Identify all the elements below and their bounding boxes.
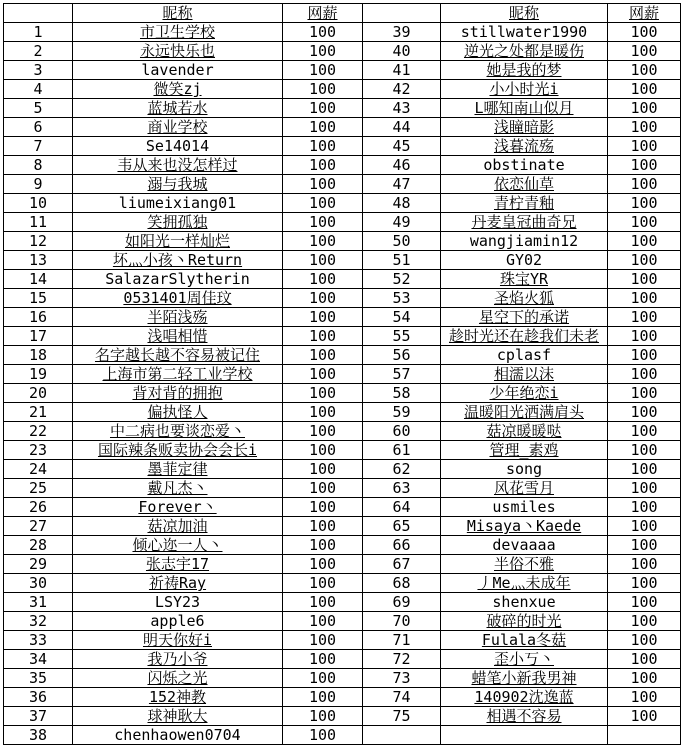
table-row: [4, 118, 681, 137]
row-number-cell: 71: [363, 631, 441, 650]
row-number-cell: 65: [363, 517, 441, 536]
nickname-cell: 小小时光i: [441, 80, 608, 99]
salary-cell: 100: [608, 574, 681, 593]
nickname-cell: 倾心迩一人丶: [73, 536, 283, 555]
nickname-cell: 微笑zj: [73, 80, 283, 99]
salary-cell: 100: [283, 232, 363, 251]
salary-cell: 100: [283, 346, 363, 365]
payroll-sheet: [3, 3, 681, 745]
salary-cell: 100: [283, 99, 363, 118]
salary-cell: 100: [283, 23, 363, 42]
row-number-cell: 67: [363, 555, 441, 574]
row-number-cell: 37: [4, 707, 73, 726]
salary-cell: 100: [608, 650, 681, 669]
table-row: [4, 441, 681, 460]
row-number-cell: 3: [4, 61, 73, 80]
nickname-cell: song: [441, 460, 608, 479]
table-row: [4, 479, 681, 498]
salary-cell: 100: [283, 441, 363, 460]
salary-cell: 100: [608, 194, 681, 213]
row-number-cell: 60: [363, 422, 441, 441]
row-number-cell: 61: [363, 441, 441, 460]
salary-cell: 100: [283, 137, 363, 156]
row-number-cell: 69: [363, 593, 441, 612]
table-row: [4, 365, 681, 384]
salary-cell: 100: [608, 441, 681, 460]
table-row: [4, 422, 681, 441]
row-number-cell: 13: [4, 251, 73, 270]
nickname-cell: 风花雪月: [441, 479, 608, 498]
salary-cell: 100: [283, 555, 363, 574]
table-row: [4, 555, 681, 574]
row-number-cell: 63: [363, 479, 441, 498]
salary-header-left: 网薪: [283, 4, 363, 23]
table-row: [4, 688, 681, 707]
row-number-cell: 11: [4, 213, 73, 232]
nickname-cell: obstinate: [441, 156, 608, 175]
salary-cell: 100: [608, 688, 681, 707]
salary-cell: 100: [283, 384, 363, 403]
table-row: [4, 80, 681, 99]
nickname-cell: 丿Me灬未成年: [441, 574, 608, 593]
row-number-cell: 6: [4, 118, 73, 137]
nickname-cell: 152神教: [73, 688, 283, 707]
nickname-cell: liumeixiang01: [73, 194, 283, 213]
nickname-cell: GY02: [441, 251, 608, 270]
nickname-cell: 背对背的拥抱: [73, 384, 283, 403]
table-row: [4, 99, 681, 118]
nickname-cell: LSY23: [73, 593, 283, 612]
row-number-cell: 31: [4, 593, 73, 612]
salary-cell: 100: [283, 365, 363, 384]
nickname-cell: 球神耿大: [73, 707, 283, 726]
row-number-cell: 19: [4, 365, 73, 384]
row-number-cell: 70: [363, 612, 441, 631]
row-number-cell: 38: [4, 726, 73, 745]
salary-cell: 100: [283, 650, 363, 669]
table-row: [4, 593, 681, 612]
nickname-cell: 溺与我城: [73, 175, 283, 194]
nickname-cell: 蓝城若水: [73, 99, 283, 118]
salary-cell: 100: [283, 612, 363, 631]
nickname-cell: 0531401周佳玟: [73, 289, 283, 308]
table-row: [4, 612, 681, 631]
row-number-cell: 29: [4, 555, 73, 574]
nickname-cell: stillwater1990: [441, 23, 608, 42]
nickname-cell: 笑拥孤独: [73, 213, 283, 232]
nickname-cell: 名字越长越不容易被记住: [73, 346, 283, 365]
row-number-cell: 43: [363, 99, 441, 118]
row-number-cell: 62: [363, 460, 441, 479]
nickname-header-left: 昵称: [73, 4, 283, 23]
row-number-cell: 59: [363, 403, 441, 422]
salary-cell: 100: [608, 99, 681, 118]
nickname-cell: 逆光之处都是暖伤: [441, 42, 608, 61]
salary-cell: 100: [608, 612, 681, 631]
salary-cell: 100: [608, 23, 681, 42]
nickname-cell: 趁时光还在趁我们未老: [441, 327, 608, 346]
table-row: [4, 327, 681, 346]
table-row: [4, 194, 681, 213]
salary-cell: 100: [608, 403, 681, 422]
row-number-cell: 20: [4, 384, 73, 403]
header-row: [4, 4, 681, 23]
row-number-cell: 41: [363, 61, 441, 80]
salary-header-right: 网薪: [608, 4, 681, 23]
table-row: [4, 156, 681, 175]
row-number-cell: 15: [4, 289, 73, 308]
row-number-cell: 22: [4, 422, 73, 441]
nickname-cell: devaaaa: [441, 536, 608, 555]
row-number-cell: 33: [4, 631, 73, 650]
row-number-cell: 10: [4, 194, 73, 213]
salary-cell: 100: [608, 498, 681, 517]
nickname-cell: lavender: [73, 61, 283, 80]
nickname-cell: 圣焰火狐: [441, 289, 608, 308]
nickname-cell: [441, 726, 608, 745]
salary-cell: 100: [608, 213, 681, 232]
table-row: [4, 536, 681, 555]
nickname-cell: 温暖阳光洒满肩头: [441, 403, 608, 422]
nickname-cell: 偏执怪人: [73, 403, 283, 422]
row-number-cell: 1: [4, 23, 73, 42]
row-number-cell: 52: [363, 270, 441, 289]
nickname-cell: 上海市第二轻工业学校: [73, 365, 283, 384]
table-row: [4, 669, 681, 688]
table-row: [4, 498, 681, 517]
table-row: [4, 517, 681, 536]
row-number-cell: 55: [363, 327, 441, 346]
nickname-cell: 菇凉加油: [73, 517, 283, 536]
payroll-table: [3, 3, 681, 745]
table-row: [4, 23, 681, 42]
salary-cell: 100: [283, 289, 363, 308]
nickname-cell: 国际辣条贩卖协会会长i: [73, 441, 283, 460]
nickname-cell: 依恋仙草: [441, 175, 608, 194]
salary-cell: 100: [608, 669, 681, 688]
nickname-cell: 相遇不容易: [441, 707, 608, 726]
nickname-cell: 墨菲定律: [73, 460, 283, 479]
salary-cell: 100: [283, 631, 363, 650]
nickname-cell: L哪知南山似月: [441, 99, 608, 118]
row-number-cell: 46: [363, 156, 441, 175]
table-row: [4, 631, 681, 650]
table-row: [4, 707, 681, 726]
table-row: [4, 42, 681, 61]
salary-cell: 100: [283, 251, 363, 270]
nickname-cell: 相濡以沫: [441, 365, 608, 384]
row-number-cell: 75: [363, 707, 441, 726]
salary-cell: 100: [283, 574, 363, 593]
row-number-cell: 21: [4, 403, 73, 422]
salary-cell: 100: [608, 289, 681, 308]
salary-cell: 100: [608, 80, 681, 99]
salary-cell: 100: [608, 42, 681, 61]
row-number-cell: 18: [4, 346, 73, 365]
salary-cell: 100: [608, 555, 681, 574]
nickname-header-right: 昵称: [441, 4, 608, 23]
row-number-cell: 56: [363, 346, 441, 365]
index-header-right: [363, 4, 441, 23]
salary-cell: 100: [283, 327, 363, 346]
salary-cell: 100: [283, 726, 363, 745]
nickname-cell: Fulala冬菇: [441, 631, 608, 650]
salary-cell: 100: [283, 42, 363, 61]
nickname-cell: 张志宇17: [73, 555, 283, 574]
nickname-cell: 管理_素鸡: [441, 441, 608, 460]
row-number-cell: 32: [4, 612, 73, 631]
row-number-cell: 14: [4, 270, 73, 289]
salary-cell: 100: [283, 194, 363, 213]
salary-cell: 100: [608, 270, 681, 289]
nickname-cell: Se14014: [73, 137, 283, 156]
row-number-cell: 44: [363, 118, 441, 137]
nickname-cell: 坏灬小孩丶Return: [73, 251, 283, 270]
salary-cell: 100: [283, 422, 363, 441]
row-number-cell: 73: [363, 669, 441, 688]
nickname-cell: 戴凡杰丶: [73, 479, 283, 498]
salary-cell: 100: [608, 593, 681, 612]
salary-cell: 100: [283, 593, 363, 612]
nickname-cell: 浅暮流殇: [441, 137, 608, 156]
row-number-cell: 30: [4, 574, 73, 593]
salary-cell: 100: [283, 213, 363, 232]
nickname-cell: 她是我的梦: [441, 61, 608, 80]
salary-cell: 100: [283, 118, 363, 137]
row-number-cell: 40: [363, 42, 441, 61]
nickname-cell: apple6: [73, 612, 283, 631]
nickname-cell: SalazarSlytherin: [73, 270, 283, 289]
row-number-cell: 53: [363, 289, 441, 308]
salary-cell: 100: [608, 422, 681, 441]
nickname-cell: shenxue: [441, 593, 608, 612]
nickname-cell: 半俗不雅: [441, 555, 608, 574]
nickname-cell: 半陌浅殇: [73, 308, 283, 327]
salary-cell: 100: [283, 270, 363, 289]
nickname-cell: 永远快乐也: [73, 42, 283, 61]
salary-cell: 100: [283, 80, 363, 99]
row-number-cell: 48: [363, 194, 441, 213]
table-row: [4, 175, 681, 194]
salary-cell: 100: [608, 384, 681, 403]
nickname-cell: 丹麦皇冠曲奇兄: [441, 213, 608, 232]
table-row: [4, 289, 681, 308]
salary-cell: 100: [283, 536, 363, 555]
salary-cell: 100: [283, 61, 363, 80]
salary-cell: 100: [283, 688, 363, 707]
table-row: [4, 308, 681, 327]
nickname-cell: cplasf: [441, 346, 608, 365]
nickname-cell: 闪烁之光: [73, 669, 283, 688]
nickname-cell: 菇凉暖暖哒: [441, 422, 608, 441]
row-number-cell: 42: [363, 80, 441, 99]
table-row: [4, 460, 681, 479]
row-number-cell: 54: [363, 308, 441, 327]
salary-cell: 100: [608, 232, 681, 251]
nickname-cell: 商业学校: [73, 118, 283, 137]
nickname-cell: Forever丶: [73, 498, 283, 517]
table-row: [4, 384, 681, 403]
salary-cell: 100: [608, 365, 681, 384]
row-number-cell: 2: [4, 42, 73, 61]
table-row: [4, 61, 681, 80]
nickname-cell: 中二病也要谈恋爱丶: [73, 422, 283, 441]
nickname-cell: 蜡笔小新我男神: [441, 669, 608, 688]
salary-cell: 100: [608, 346, 681, 365]
salary-cell: 100: [608, 327, 681, 346]
table-row: [4, 650, 681, 669]
row-number-cell: 8: [4, 156, 73, 175]
salary-cell: 100: [608, 118, 681, 137]
nickname-cell: 如阳光一样灿烂: [73, 232, 283, 251]
nickname-cell: 珠宝YR: [441, 270, 608, 289]
row-number-cell: 50: [363, 232, 441, 251]
nickname-cell: 浅唱相惜: [73, 327, 283, 346]
table-row: [4, 213, 681, 232]
row-number-cell: 57: [363, 365, 441, 384]
row-number-cell: 35: [4, 669, 73, 688]
row-number-cell: 36: [4, 688, 73, 707]
row-number-cell: 74: [363, 688, 441, 707]
index-header-left: [4, 4, 73, 23]
salary-cell: 100: [608, 175, 681, 194]
nickname-cell: usmiles: [441, 498, 608, 517]
salary-cell: 100: [283, 175, 363, 194]
row-number-cell: 5: [4, 99, 73, 118]
row-number-cell: 34: [4, 650, 73, 669]
salary-cell: 100: [608, 536, 681, 555]
salary-cell: 100: [608, 479, 681, 498]
nickname-cell: 歪小丂丶: [441, 650, 608, 669]
row-number-cell: 49: [363, 213, 441, 232]
nickname-cell: Misaya丶Kaede: [441, 517, 608, 536]
table-row: [4, 232, 681, 251]
table-row: [4, 251, 681, 270]
salary-cell: 100: [283, 460, 363, 479]
row-number-cell: 45: [363, 137, 441, 156]
salary-cell: 100: [608, 137, 681, 156]
nickname-cell: chenhaowen0704: [73, 726, 283, 745]
nickname-cell: 我乃小爷: [73, 650, 283, 669]
row-number-cell: 4: [4, 80, 73, 99]
row-number-cell: 51: [363, 251, 441, 270]
salary-cell: 100: [608, 156, 681, 175]
salary-cell: [608, 726, 681, 745]
nickname-cell: 浅瞳暗影: [441, 118, 608, 137]
row-number-cell: 72: [363, 650, 441, 669]
table-row: [4, 137, 681, 156]
row-number-cell: 68: [363, 574, 441, 593]
row-number-cell: 27: [4, 517, 73, 536]
row-number-cell: 25: [4, 479, 73, 498]
row-number-cell: 17: [4, 327, 73, 346]
row-number-cell: 16: [4, 308, 73, 327]
row-number-cell: 12: [4, 232, 73, 251]
row-number-cell: 47: [363, 175, 441, 194]
salary-cell: 100: [608, 631, 681, 650]
salary-cell: 100: [608, 460, 681, 479]
salary-cell: 100: [283, 156, 363, 175]
table-row: [4, 726, 681, 745]
row-number-cell: 28: [4, 536, 73, 555]
table-row: [4, 346, 681, 365]
salary-cell: 100: [608, 517, 681, 536]
nickname-cell: wangjiamin12: [441, 232, 608, 251]
nickname-cell: 少年绝恋i: [441, 384, 608, 403]
nickname-cell: 明天你好i: [73, 631, 283, 650]
row-number-cell: 39: [363, 23, 441, 42]
nickname-cell: 韦从来也没怎样过: [73, 156, 283, 175]
row-number-cell: 9: [4, 175, 73, 194]
row-number-cell: 26: [4, 498, 73, 517]
table-row: [4, 574, 681, 593]
salary-cell: 100: [608, 61, 681, 80]
row-number-cell: [363, 726, 441, 745]
table-row: [4, 403, 681, 422]
nickname-cell: 青柠青釉: [441, 194, 608, 213]
salary-cell: 100: [283, 498, 363, 517]
row-number-cell: 24: [4, 460, 73, 479]
salary-cell: 100: [283, 707, 363, 726]
nickname-cell: 市卫生学校: [73, 23, 283, 42]
salary-cell: 100: [283, 669, 363, 688]
salary-cell: 100: [283, 517, 363, 536]
salary-cell: 100: [283, 308, 363, 327]
row-number-cell: 7: [4, 137, 73, 156]
salary-cell: 100: [608, 251, 681, 270]
nickname-cell: 破碎的时光: [441, 612, 608, 631]
row-number-cell: 23: [4, 441, 73, 460]
salary-cell: 100: [608, 707, 681, 726]
nickname-cell: 星空下的承诺: [441, 308, 608, 327]
salary-cell: 100: [283, 403, 363, 422]
salary-cell: 100: [608, 308, 681, 327]
nickname-cell: 祈祷Ray: [73, 574, 283, 593]
nickname-cell: 140902沈逸蓝: [441, 688, 608, 707]
salary-cell: 100: [283, 479, 363, 498]
row-number-cell: 58: [363, 384, 441, 403]
table-row: [4, 270, 681, 289]
row-number-cell: 64: [363, 498, 441, 517]
row-number-cell: 66: [363, 536, 441, 555]
